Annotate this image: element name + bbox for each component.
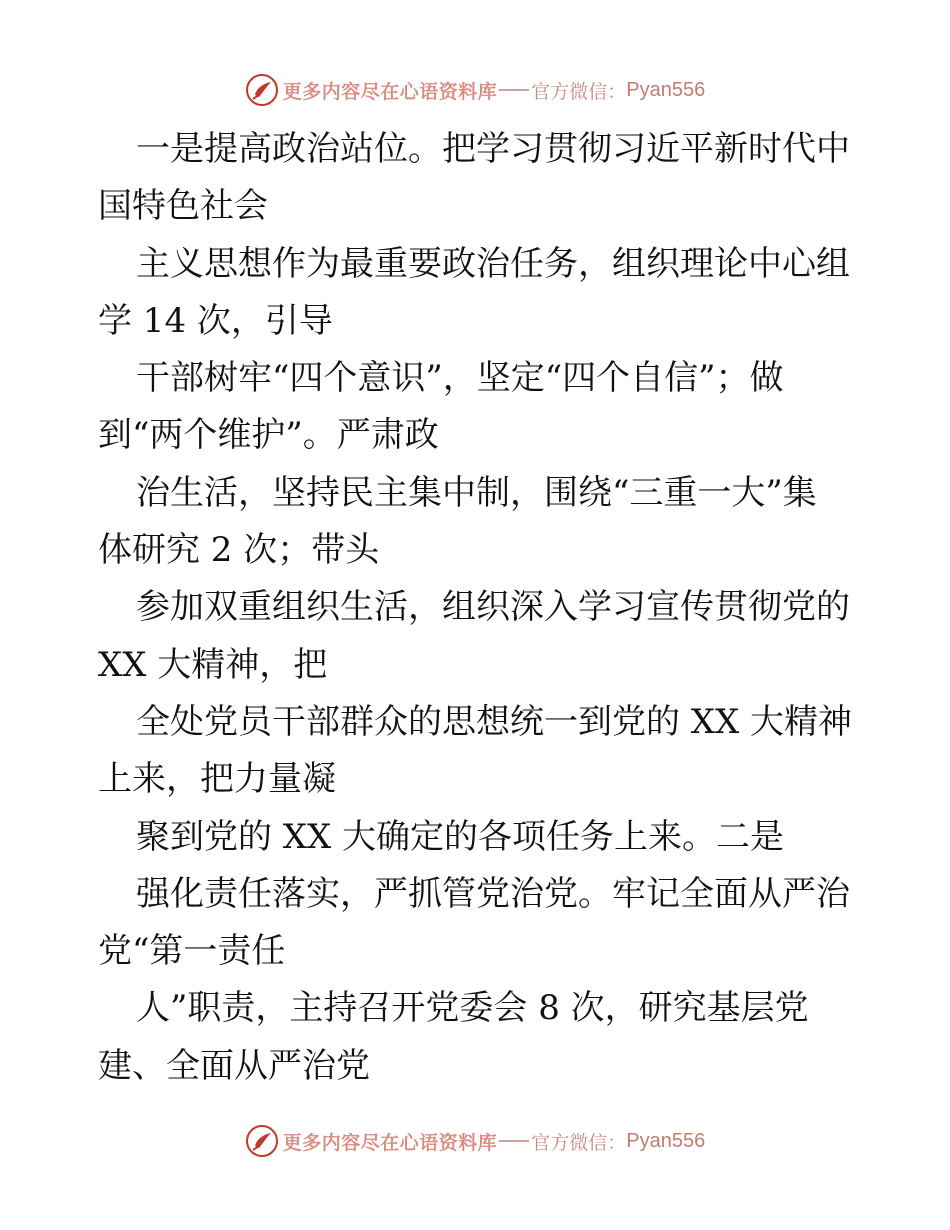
body-line: 党“第一责任 <box>98 931 286 972</box>
footer-watermark <box>0 1121 950 1161</box>
body-line: 到“两个维护”。严肃政 <box>98 415 439 456</box>
body-line: 干部树牢“四个意识”，坚定“四个自信”；做 <box>136 358 784 399</box>
body-line: 人”职责，主持召开党委会 8 次，研究基层党 <box>136 988 809 1029</box>
swan-pen-logo-icon <box>245 73 279 107</box>
body-line: 全处党员干部群众的思想统一到党的 XX 大精神 <box>136 701 853 742</box>
body-line: 参加双重组织生活，组织深入学习宣传贯彻党的 <box>136 587 850 628</box>
watermark-wechat-id: Pyan556 <box>626 78 706 101</box>
body-line: 建、全面从严治党 <box>98 1045 370 1086</box>
watermark-dash <box>499 89 529 91</box>
body-line: 学 14 次，引导 <box>98 300 333 341</box>
document-body <box>98 121 858 1095</box>
watermark-dash <box>499 1140 529 1142</box>
body-line: 治生活，坚持民主集中制，围绕“三重一大”集 <box>136 472 817 513</box>
header-watermark <box>0 70 950 110</box>
swan-pen-logo-icon <box>245 1124 279 1158</box>
watermark-wechat-id: Pyan556 <box>626 1129 706 1152</box>
watermark-brand: 更多内容尽在心语资料库 <box>282 80 498 103</box>
watermark-wechat-label: 官方微信： <box>531 1131 627 1154</box>
body-line: 体研究 2 次；带头 <box>98 530 380 571</box>
body-line: 国特色社会 <box>98 186 268 227</box>
watermark-brand: 更多内容尽在心语资料库 <box>282 1131 498 1154</box>
body-line: 主义思想作为最重要政治任务，组织理论中心组 <box>136 243 850 284</box>
watermark-wechat-label: 官方微信： <box>531 80 627 103</box>
body-line: 强化责任落实，严抓管党治党。牢记全面从严治 <box>136 873 850 914</box>
watermark-row <box>245 73 706 107</box>
body-line: 一是提高政治站位。把学习贯彻习近平新时代中 <box>136 129 850 169</box>
body-line: XX 大精神，把 <box>98 644 328 685</box>
body-line: 聚到党的 XX 大确定的各项任务上来。二是 <box>136 816 785 857</box>
body-line: 上来，把力量凝 <box>98 759 336 800</box>
watermark-row <box>245 1124 706 1158</box>
